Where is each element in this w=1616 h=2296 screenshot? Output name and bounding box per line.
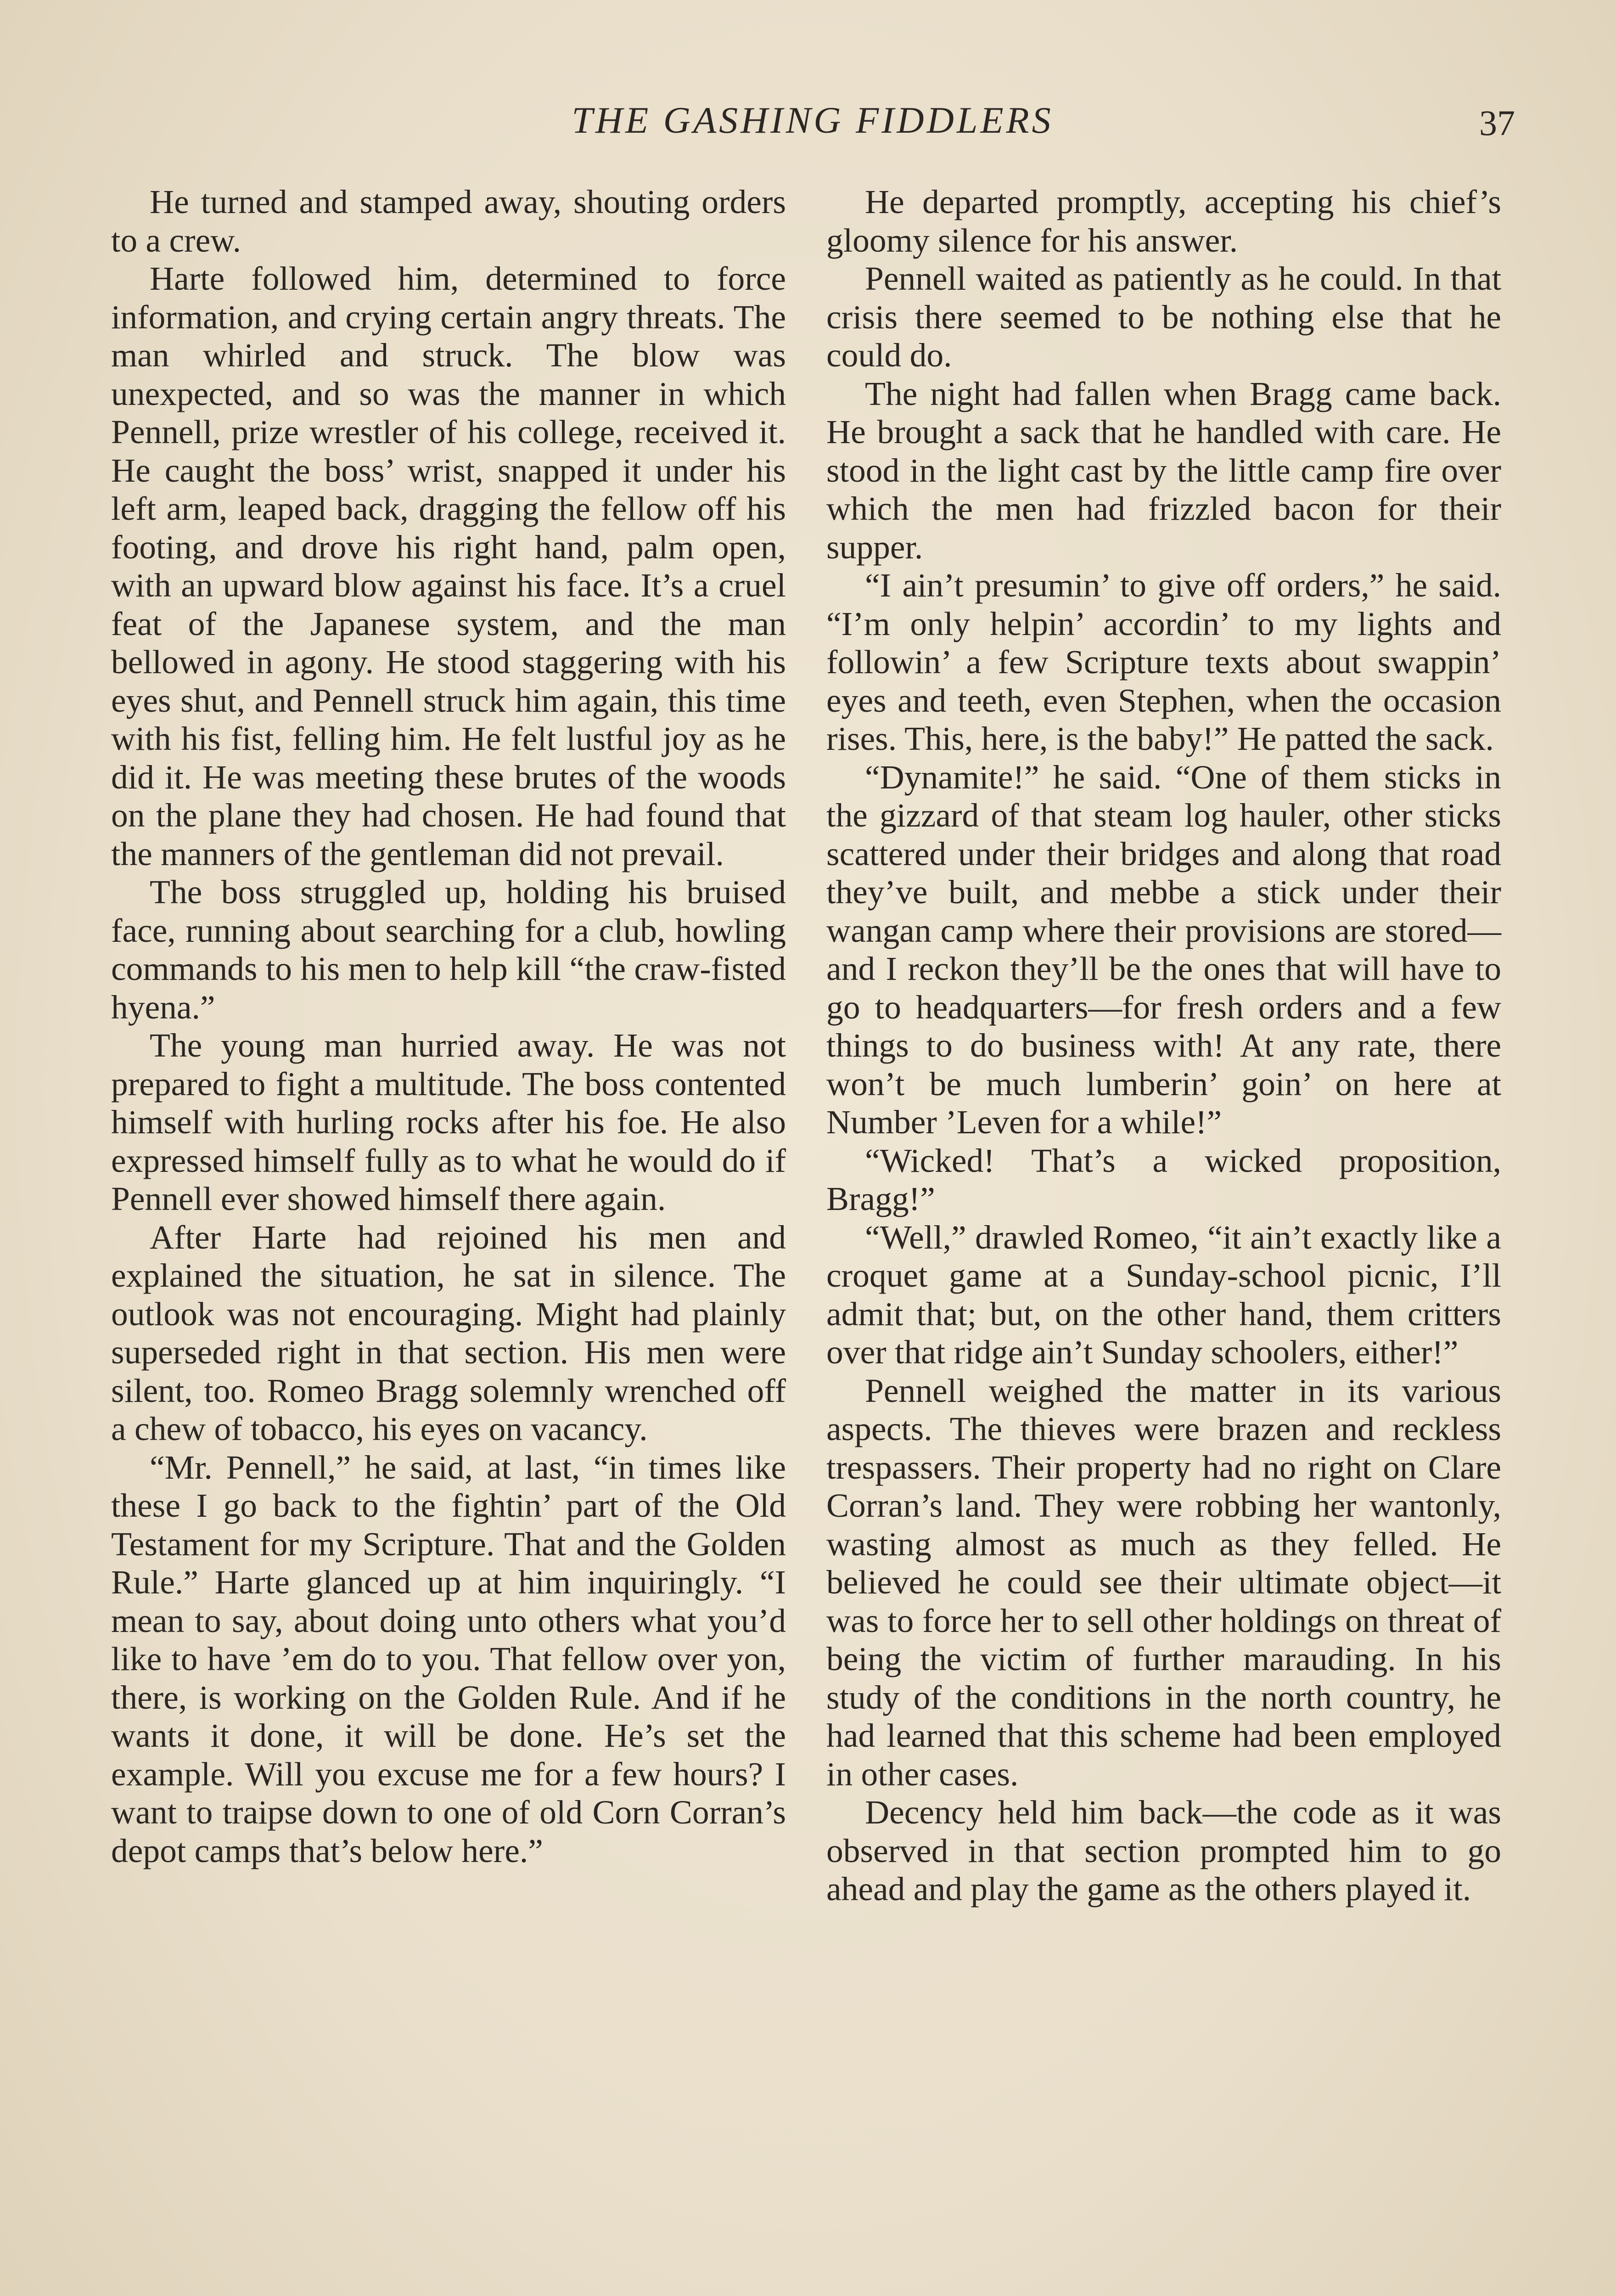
page-header	[110, 99, 1515, 154]
paragraph: Pennell waited as patiently as he could. In that crisis there seemed to be nothing else that he could do.	[826, 260, 1501, 374]
right-column	[826, 183, 1501, 1908]
paragraph: Pennell weighed the matter in its various aspects. The thieves were brazen and reckless trespassers. Their property had no right on Clare Corran’s land. They were robbing her wantonly, wasting almost as much as they felled. He believed he could see their ultimate object—it was to force her to sell other holdings on threat of being the victim of further marauding. In his study of the conditions in the north country, he had learned that this scheme had been employed in other cases.	[826, 1372, 1501, 1793]
paragraph: Decency held him back—the code as it was observed in that section prompted him to go ahead and play the game as the others played it.	[826, 1794, 1501, 1908]
paragraph: “Mr. Pennell,” he said, at last, “in times like these I go back to the fightin’ part of the Old Testament for my Scripture. That and the Golden Rule.” Harte glanced up at him inquiringly. “I mean to say, about doing unto others what you’d like to have ’em do to you. That fellow over yon, there, is working on the Golden Rule. And if he wants it done, it will be done. He’s set the example. Will you excuse me for a few hours? I want to traipse down to one of old Corn Corran’s depot camps that’s below here.”	[111, 1448, 786, 1869]
paragraph: He turned and stamped away, shouting orders to a crew.	[111, 183, 786, 259]
paragraph: After Harte had rejoined his men and explained the situation, he sat in silence. The outlook was not encouraging. Might had plainly superseded right in that section. His men were silent, too. Romeo Bragg solemnly wrenched off a chew of tobacco, his eyes on vacancy.	[111, 1218, 786, 1447]
paragraph: He departed promptly, accepting his chief’s gloomy silence for his answer.	[826, 183, 1501, 259]
page-number: 37	[1479, 103, 1515, 143]
paragraph: “Dynamite!” he said. “One of them sticks in the gizzard of that steam log hauler, other sticks scattered under their bridges and along that road they’ve built, and mebbe a stick under their wangan camp where their provisions are stored—and I reckon they’ll be the ones that will have to go to headquarters—for fresh orders and a few things to do business with! At any rate, there won’t be much lumberin’ goin’ on here at Number ’Leven for a while!”	[826, 758, 1501, 1141]
running-title: THE GASHING FIDDLERS	[572, 99, 1054, 141]
paragraph: “I ain’t presumin’ to give off orders,” he said. “I’m only helpin’ accordin’ to my lights and followin’ a few Scripture texts about swappin’ eyes and teeth, even Stephen, when the occasion rises. This, here, is the baby!” He patted the sack.	[826, 567, 1501, 757]
paragraph: “Wicked! That’s a wicked proposition, Bragg!”	[826, 1142, 1501, 1217]
paragraph: “Well,” drawled Romeo, “it ain’t exactly like a croquet game at a Sunday-school picnic, I’ll admit that; but, on the other hand, them critters over that ridge ain’t Sunday schoolers, either!”	[826, 1218, 1501, 1371]
paragraph: Harte followed him, determined to force information, and crying certain angry threats. The man whirled and struck. The blow was unexpected, and so was the manner in which Pennell, prize wrestler of his college, received it. He caught the boss’ wrist, snapped it under his left arm, leaped back, dragging the fellow off his footing, and drove his right hand, palm open, with an upward blow against his face. It’s a cruel feat of the Japanese system, and the man bellowed in agony. He stood staggering with his eyes shut, and Pennell struck him again, this time with his fist, felling him. He felt lustful joy as he did it. He was meeting these brutes of the woods on the plane they had chosen. He had found that the manners of the gentleman did not prevail.	[111, 260, 786, 872]
paragraph: The boss struggled up, holding his bruised face, running about searching for a club, howling commands to his men to help kill “the craw-fisted hyena.”	[111, 873, 786, 1026]
left-column	[111, 183, 786, 1870]
paragraph: The night had fallen when Bragg came back. He brought a sack that he handled with care. He stood in the light cast by the little camp fire over which the men had frizzled bacon for their supper.	[826, 375, 1501, 566]
paragraph: The young man hurried away. He was not prepared to fight a multitude. The boss contented himself with hurling rocks after his foe. He also expressed himself fully as to what he would do if Pennell ever showed himself there again.	[111, 1027, 786, 1217]
